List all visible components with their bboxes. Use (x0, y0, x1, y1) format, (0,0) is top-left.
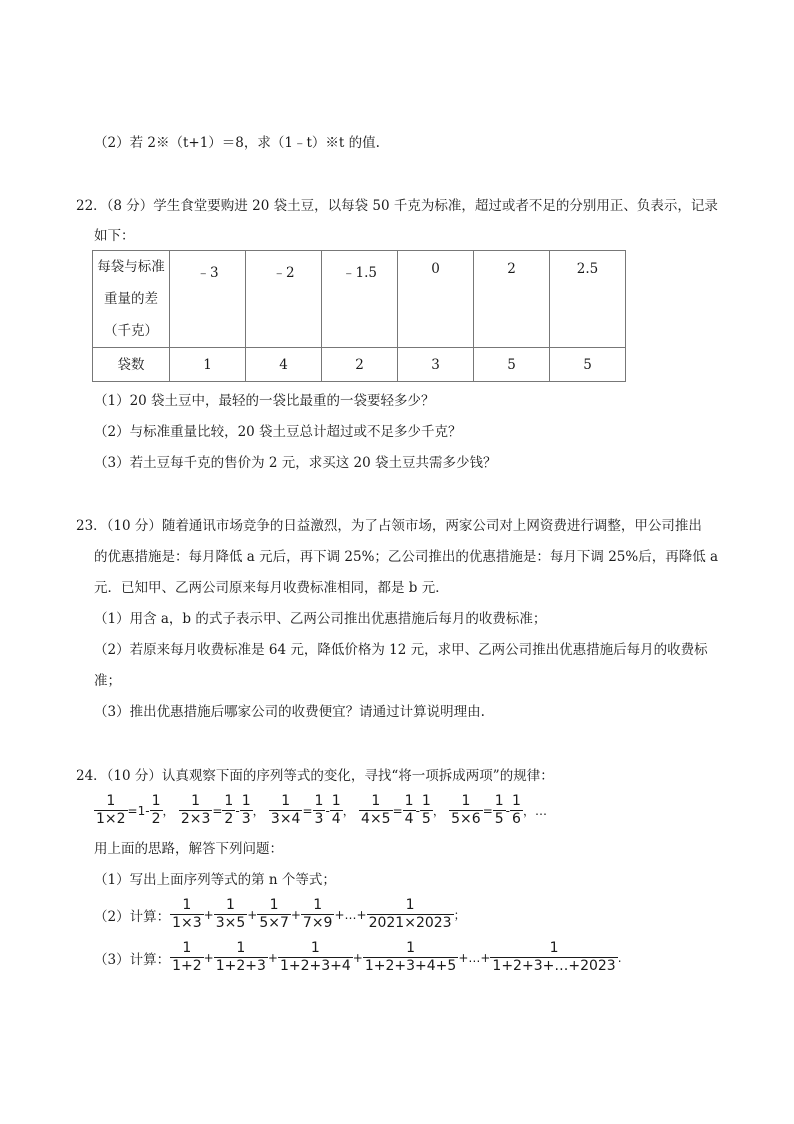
table-cell-diff: ﹣3 (170, 251, 246, 348)
fraction: $\frac{1}{1\times 3}$ (172, 897, 202, 931)
q23-part2-line1: （2）若原来每月收费标准是 64 元，降低价格为 12 元，求甲、乙两公司推出优惠措施后每月的收费标 (94, 642, 708, 658)
table-cell-count: 5 (550, 348, 626, 382)
fraction: $\frac{1}{6}$ (512, 793, 521, 827)
fraction: $\frac{1}{4}$ (331, 793, 341, 827)
fraction: $\frac{1}{4\times 5}$ (361, 793, 391, 827)
q24-part3-expression: （3）计算： $\frac{1}{1+2}$ + $\frac{1}{1+2+3}$ + $\frac{1}{1+2+3+4}$ + $\frac{1}{1+2+3+4+5}$ +…+ $\frac{1}{1+2+3+\dots+2023}$ . (94, 940, 622, 974)
fraction: $\frac{1}{1+2+3+4+5}$ (364, 940, 457, 974)
q23-part1: （1）用含 a，b 的式子表示甲、乙两公司推出优惠措施后每月的收费标准； (94, 611, 547, 627)
q23-part2-line2: 准； (94, 673, 121, 689)
fraction: $\frac{1}{3\times 5}$ (215, 897, 246, 931)
fraction: $\frac{1}{1+2+3+4}$ (279, 940, 351, 974)
q24-stem: 24．（10 分）认真观察下面的序列等式的变化，寻找“将一项拆成两项”的规律： (76, 768, 554, 784)
table-cell-diff: 2.5 (550, 251, 626, 348)
q23-line2: 的优惠措施是：每月降低 a 元后，再下调 25%；乙公司推出的优惠措施是：每月下调 25%后，再降低 a (94, 549, 719, 565)
q23-part3: （3）推出优惠措施后哪家公司的收费便宜？请通过计算说明理由. (94, 704, 485, 720)
fraction: $\frac{1}{7\times 9}$ (302, 897, 333, 931)
fraction: $\frac{1}{1+2}$ (172, 940, 202, 974)
q21-part2: （2）若 2※（t+1）＝8，求（1﹣t）※t 的值. (94, 135, 380, 151)
table-cell-diff: ﹣2 (246, 251, 322, 348)
q24-part2-expression: （2）计算： $\frac{1}{1\times 3}$ + $\frac{1}{3\times 5}$ + $\frac{1}{5\times 7}$ + $\frac{1}{7\times 9}$ +…+ $\frac{1}{2021\times 2023}$ ； (94, 897, 466, 931)
q22-part1: （1）20 袋土豆中，最轻的一袋比最重的一袋要轻多少？ (94, 393, 435, 409)
q24-part1: （1）写出上面序列等式的第 n 个等式； (94, 872, 336, 888)
fraction: $\frac{1}{1\times 2}$ (96, 793, 126, 827)
table-header-count: 袋数 (93, 348, 170, 382)
fraction: $\frac{1}{3}$ (314, 793, 324, 827)
table-cell-count: 5 (474, 348, 550, 382)
fraction: $\frac{1}{5\times 7}$ (259, 897, 289, 931)
fraction: $\frac{1}{5\times 6}$ (451, 793, 481, 827)
q22-stem-line1: 22．（8 分）学生食堂要购进 20 袋土豆，以每袋 50 千克为标准，超过或者不足的分别用正、负表示，记录 (76, 198, 718, 214)
fraction: $\frac{1}{5}$ (421, 793, 431, 827)
table-cell-count: 2 (322, 348, 398, 382)
table-cell-diff: 2 (474, 251, 550, 348)
table-cell-diff: 0 (398, 251, 474, 348)
fraction: $\frac{1}{1+2+3}$ (215, 940, 266, 974)
q22-part3: （3）若土豆每千克的售价为 2 元，求买这 20 袋土豆共需多少钱？ (94, 455, 497, 471)
table-cell-count: 4 (246, 348, 322, 382)
weight-diff-table (92, 250, 626, 382)
table-cell-count: 1 (170, 348, 246, 382)
fraction: $\frac{1}{4}$ (404, 793, 414, 827)
fraction: $\frac{1}{2\times 3}$ (180, 793, 211, 827)
fraction: $\frac{1}{5}$ (494, 793, 504, 827)
fraction: $\frac{1}{3}$ (241, 793, 251, 827)
fraction: $\frac{1}{2}$ (224, 793, 234, 827)
q23-line3: 元．已知甲、乙两公司原来每月收费标准相同，都是 b 元． (94, 580, 449, 596)
q22-part2: （2）与标准重量比较，20 袋土豆总计超过或不足多少千克？ (94, 424, 462, 440)
fraction: $\frac{1}{2021\times 2023}$ (368, 897, 452, 931)
q22-stem-line2: 如下： (94, 228, 135, 244)
table-cell-count: 3 (398, 348, 474, 382)
q23-line1: 23．（10 分）随着通讯市场竞争的日益激烈，为了占领市场，两家公司对上网资费进行调整，甲公司推出 (76, 518, 702, 534)
fraction: $\frac{1}{3\times 4}$ (270, 793, 301, 827)
table-header-diff: 每袋与标准 重量的差 （千克） (93, 251, 170, 348)
fraction: $\frac{1}{2}$ (151, 793, 161, 827)
q24-instruction: 用上面的思路，解答下列问题： (94, 841, 283, 857)
q24-equation-sequence: $\frac{1}{1\times 2}$ =1- $\frac{1}{2}$ ， $\frac{1}{2\times 3}$ = $\frac{1}{2}$ - $\frac{1}{3}$ ， $\frac{1}{3\times 4}$ = $\frac{1}{3}$ - $\frac{1}{4}$ ， $\frac{1}{4\times 5}$ = $\frac{1}{4}$ - $\frac{1}{5}$ ， $\frac{1}{5\times 6}$ = $\frac{1}{5}$ - $\frac{1}{6}$ ，… (96, 793, 547, 827)
fraction: $\frac{1}{1+2+3+\dots+2023}$ (492, 940, 616, 974)
table-cell-diff: ﹣1.5 (322, 251, 398, 348)
